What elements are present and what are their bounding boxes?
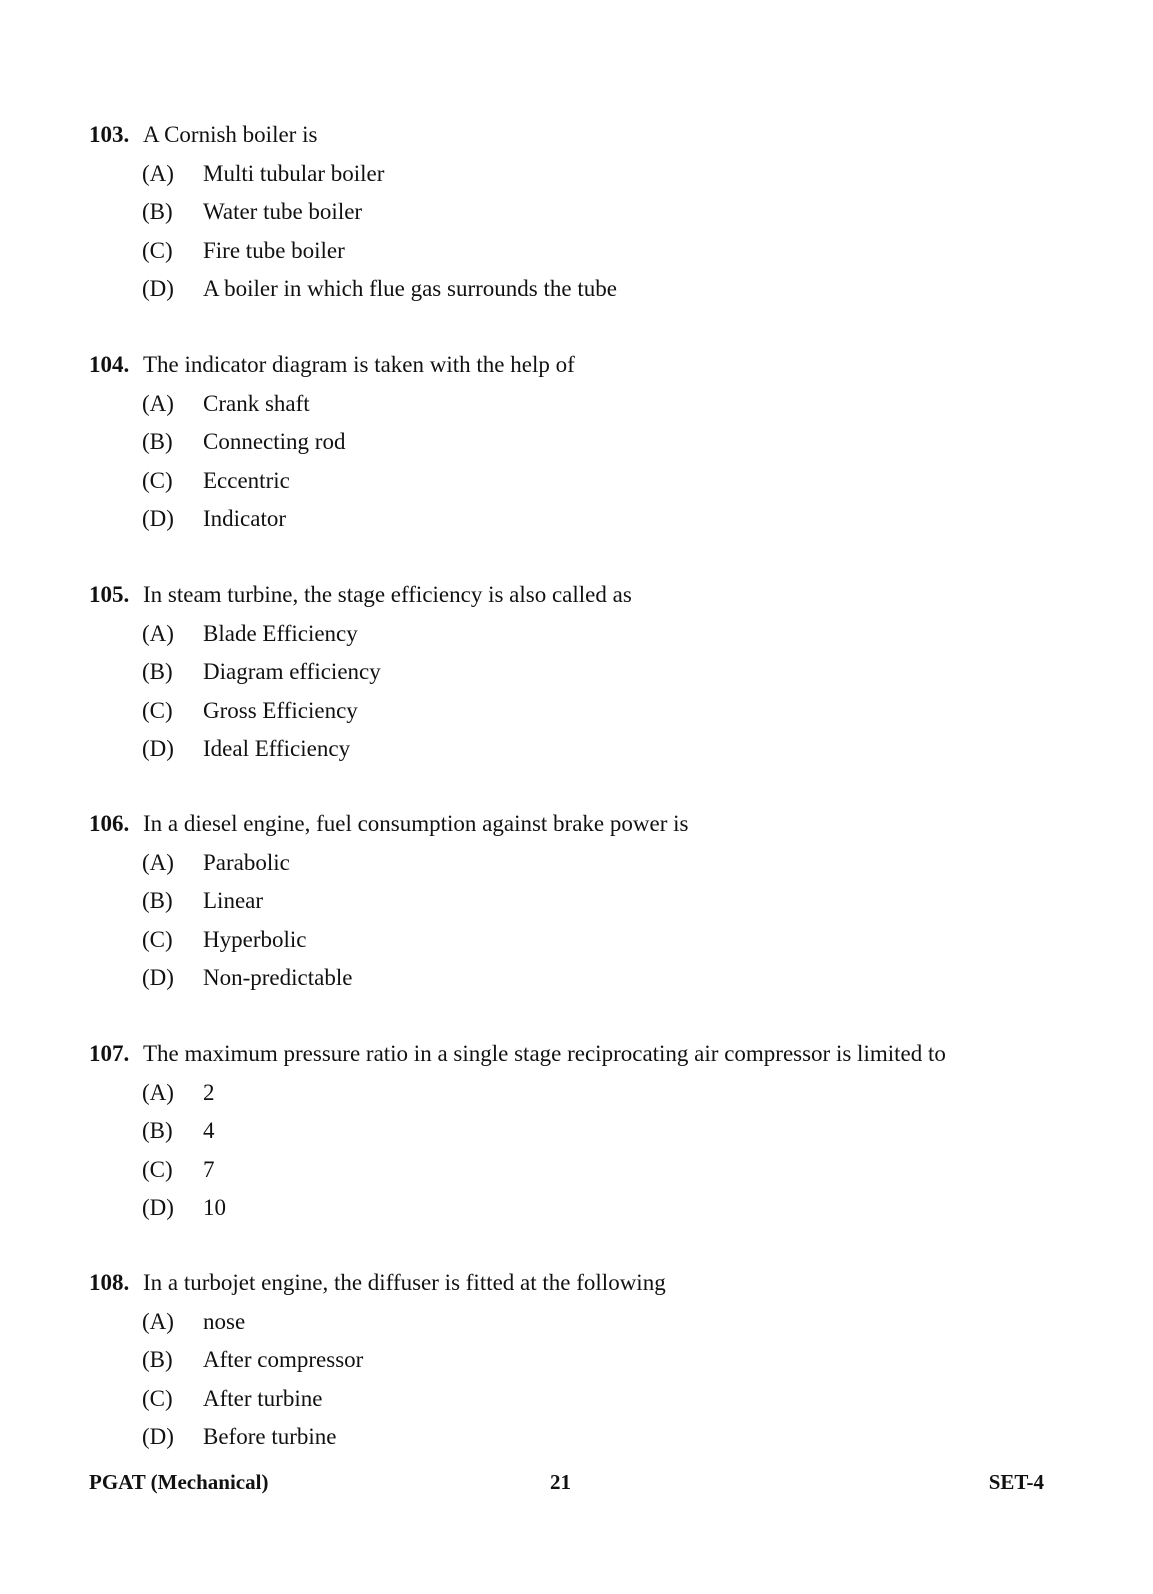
option-label: (A) [142, 1308, 174, 1334]
option-b [89, 193, 1089, 232]
option-a [89, 1074, 1089, 1113]
option-label: (C) [142, 1156, 173, 1182]
option-label: (A) [142, 1079, 174, 1105]
option-label: (B) [142, 1347, 173, 1372]
option-b [89, 1112, 1089, 1151]
option-label: (C) [142, 697, 173, 723]
option-label: (A) [142, 849, 174, 875]
option-text: Diagram efficiency [203, 659, 381, 684]
option-text: Hyperbolic [203, 926, 307, 952]
question-105 [89, 576, 1089, 769]
option-text: Ideal Efficiency [203, 736, 351, 761]
option-c [89, 921, 1089, 960]
option-text: Non-predictable [203, 965, 353, 990]
option-text: A boiler in which flue gas surrounds the tube [203, 276, 617, 301]
question-stem [89, 576, 1089, 615]
option-text: 4 [203, 1118, 215, 1143]
option-c [89, 232, 1089, 271]
option-text: 10 [203, 1195, 226, 1220]
option-label: (D) [142, 1195, 174, 1220]
question-106 [89, 805, 1089, 998]
option-b [89, 882, 1089, 921]
question-text: The maximum pressure ratio in a single stage reciprocating air compressor is limited to [143, 1041, 946, 1066]
question-stem [89, 346, 1089, 385]
option-label: (B) [142, 199, 173, 224]
option-a [89, 155, 1089, 194]
option-label: (D) [142, 965, 174, 990]
question-text: A Cornish boiler is [143, 122, 318, 147]
question-stem [89, 805, 1089, 844]
option-text: nose [203, 1308, 246, 1334]
option-text: Blade Efficiency [203, 620, 358, 646]
option-text: Eccentric [203, 467, 290, 493]
option-text: Connecting rod [203, 429, 346, 454]
option-c [89, 1380, 1089, 1419]
question-107 [89, 1035, 1089, 1228]
option-c [89, 462, 1089, 501]
option-d [89, 500, 1089, 539]
option-label: (A) [142, 160, 174, 186]
question-104 [89, 346, 1089, 539]
question-text: The indicator diagram is taken with the help of [143, 352, 575, 377]
option-label: (B) [142, 888, 173, 913]
question-stem [89, 1035, 1089, 1074]
option-a [89, 615, 1089, 654]
option-c [89, 692, 1089, 731]
footer-page-number: 21 [550, 1470, 571, 1494]
option-label: (B) [142, 429, 173, 454]
option-label: (C) [142, 1385, 173, 1411]
question-108 [89, 1264, 1089, 1457]
option-b [89, 1341, 1089, 1380]
question-text: In a diesel engine, fuel consumption against brake power is [143, 811, 689, 836]
option-b [89, 423, 1089, 462]
option-text: Multi tubular boiler [203, 160, 385, 186]
option-text: Water tube boiler [203, 199, 363, 224]
question-number: 108. [89, 1270, 130, 1295]
option-c [89, 1151, 1089, 1190]
option-label: (B) [142, 659, 173, 684]
option-text: Indicator [203, 506, 287, 531]
option-label: (D) [142, 1424, 174, 1449]
option-text: After compressor [203, 1347, 364, 1372]
option-a [89, 1303, 1089, 1342]
option-label: (C) [142, 467, 173, 493]
option-text: Linear [203, 888, 264, 913]
question-number: 103. [89, 122, 130, 147]
option-text: Fire tube boiler [203, 237, 345, 263]
option-d [89, 730, 1089, 769]
option-text: Before turbine [203, 1424, 337, 1449]
option-text: After turbine [203, 1385, 323, 1411]
option-label: (C) [142, 237, 173, 263]
page-footer [89, 1470, 1044, 1500]
option-label: (D) [142, 276, 174, 301]
option-label: (D) [142, 506, 174, 531]
option-a [89, 844, 1089, 883]
option-text: Crank shaft [203, 390, 310, 416]
question-number: 105. [89, 582, 130, 607]
option-text: 2 [203, 1079, 215, 1105]
question-number: 107. [89, 1041, 130, 1066]
option-d [89, 1418, 1089, 1457]
question-stem [89, 116, 1089, 155]
question-103 [89, 116, 1089, 309]
footer-set-label: SET-4 [988, 1470, 1044, 1494]
option-text: 7 [203, 1156, 215, 1182]
option-d [89, 959, 1089, 998]
option-d [89, 270, 1089, 309]
option-label: (D) [142, 736, 174, 761]
question-number: 104. [89, 352, 130, 377]
option-label: (B) [142, 1118, 173, 1143]
option-text: Parabolic [203, 849, 290, 875]
footer-exam-title: PGAT (Mechanical) [89, 1470, 269, 1494]
question-text: In steam turbine, the stage efficiency is also called as [143, 582, 632, 607]
question-stem [89, 1264, 1089, 1303]
question-number: 106. [89, 811, 130, 836]
option-label: (A) [142, 390, 174, 416]
option-d [89, 1189, 1089, 1228]
option-label: (A) [142, 620, 174, 646]
option-a [89, 385, 1089, 424]
question-text: In a turbojet engine, the diffuser is fitted at the following [143, 1270, 666, 1295]
option-label: (C) [142, 926, 173, 952]
option-b [89, 653, 1089, 692]
option-text: Gross Efficiency [203, 697, 358, 723]
